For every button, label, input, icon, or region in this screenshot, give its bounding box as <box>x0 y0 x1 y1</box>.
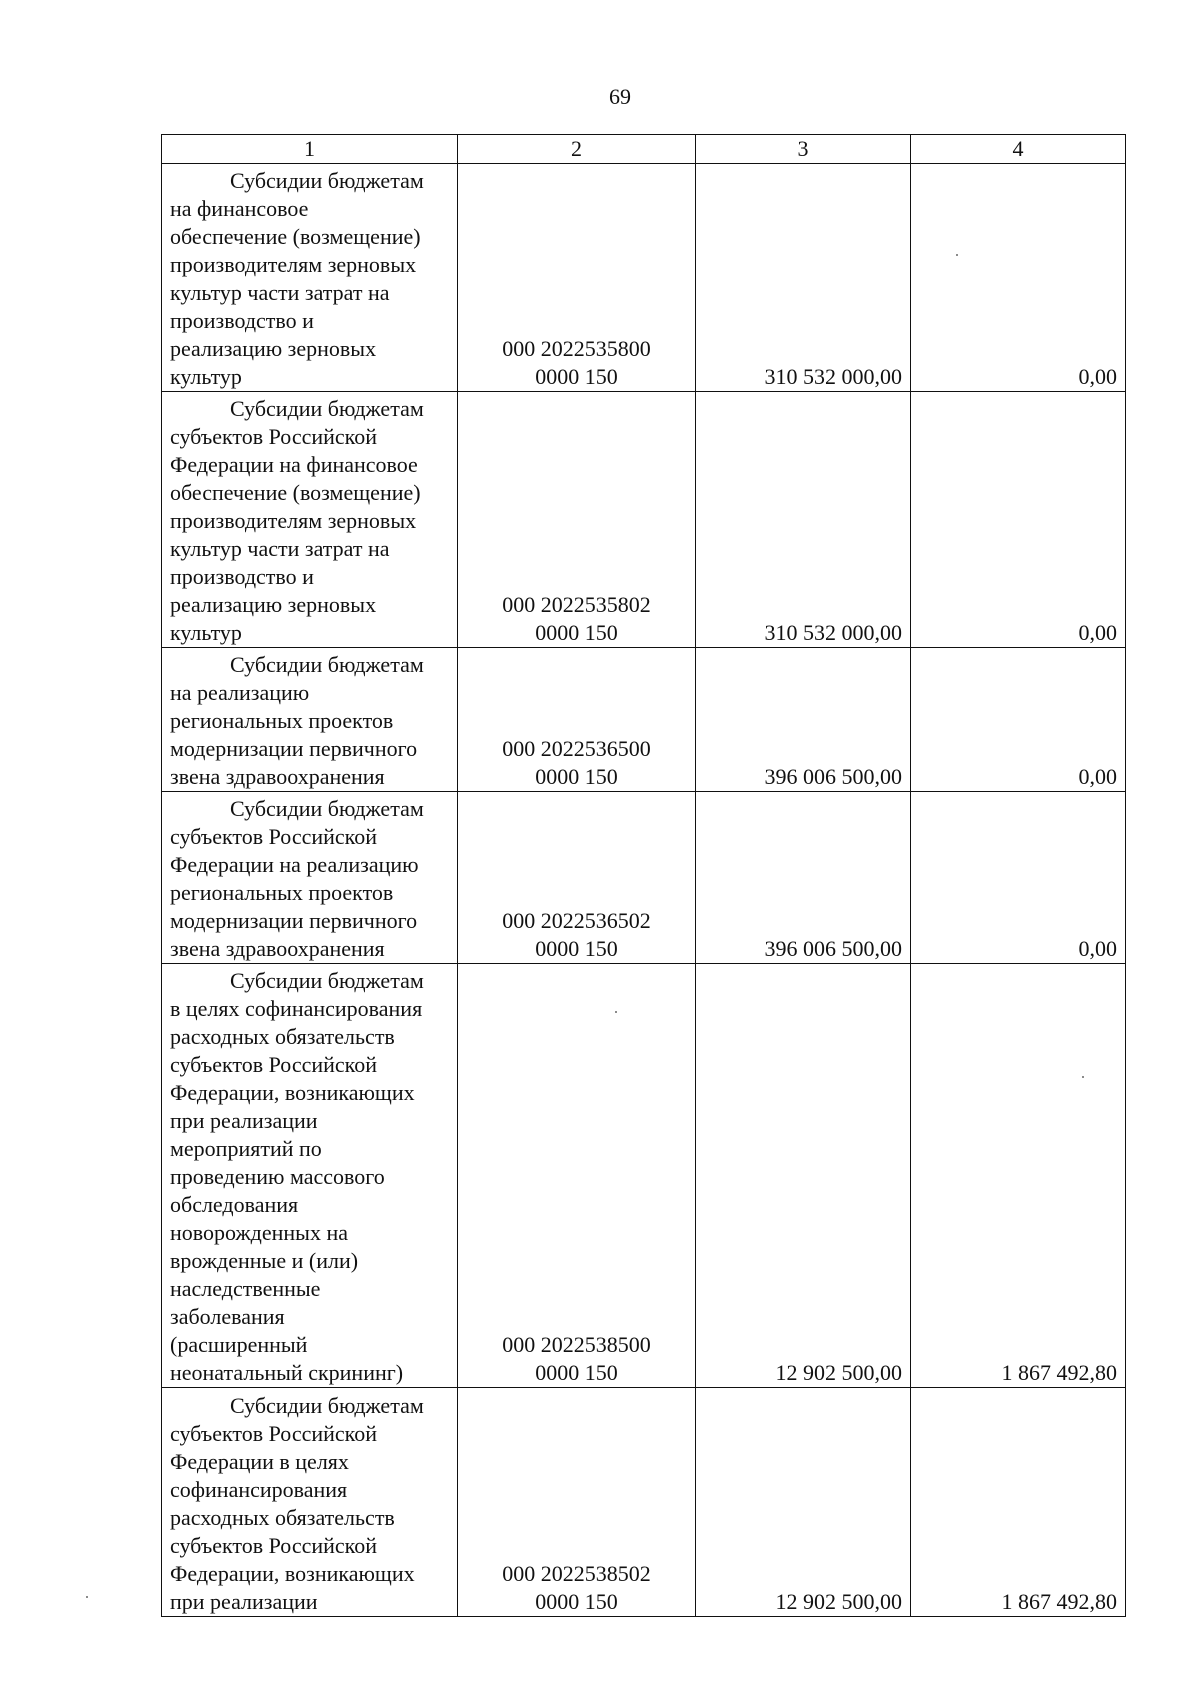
budget-table <box>161 134 1126 1617</box>
row-executed-cell: 0,00 <box>911 792 1126 964</box>
row-code-cell <box>458 792 696 964</box>
table-row <box>162 648 1126 792</box>
table-row <box>162 164 1126 392</box>
row-name-line: культур <box>170 364 242 389</box>
row-name-cell <box>162 392 458 648</box>
row-name-line: новорожденных на <box>170 1220 348 1245</box>
row-name-line: врожденные и (или) <box>170 1248 359 1273</box>
row-name-cell <box>162 964 458 1388</box>
row-code-line: 000 2022538500 <box>502 1332 651 1357</box>
row-name-line: при реализации <box>170 1589 318 1614</box>
row-name-line: расходных обязательств <box>170 1505 395 1530</box>
row-name-line: региональных проектов <box>170 708 394 733</box>
row-executed-cell: 0,00 <box>911 648 1126 792</box>
column-header-1: 1 <box>162 135 458 164</box>
row-name-line: Федерации, возникающих <box>170 1561 415 1586</box>
row-name-line: субъектов Российской <box>170 424 378 449</box>
row-name-line: софинансирования <box>170 1477 348 1502</box>
row-name-line: производство и <box>170 564 314 589</box>
row-name-cell <box>162 792 458 964</box>
table-row <box>162 392 1126 648</box>
row-code-line: 000 2022535802 <box>502 592 651 617</box>
row-name-line: Федерации, возникающих <box>170 1080 415 1105</box>
row-name-line: субъектов Российской <box>170 1421 378 1446</box>
row-code-cell <box>458 1388 696 1617</box>
table-row <box>162 792 1126 964</box>
row-code-line: 000 2022535800 <box>502 336 651 361</box>
row-name-line: обследования <box>170 1192 299 1217</box>
row-name-line: модернизации первичного <box>170 736 418 761</box>
page-number: 69 <box>609 84 631 109</box>
row-name-line: культур части затрат на <box>170 536 390 561</box>
row-name-line: проведению массового <box>170 1164 385 1189</box>
row-name-line: региональных проектов <box>170 880 394 905</box>
row-name-line: субъектов Российской <box>170 1052 378 1077</box>
row-code-line: 000 2022538502 <box>502 1561 651 1586</box>
row-name-line: Федерации на финансовое <box>170 452 418 477</box>
header-row <box>162 135 1126 164</box>
row-code-line: 0000 150 <box>535 620 618 645</box>
row-code-line: 0000 150 <box>535 1360 618 1385</box>
row-name-line: Субсидии бюджетам <box>230 968 424 993</box>
row-name-cell <box>162 1388 458 1617</box>
row-amount-cell: 12 902 500,00 <box>696 964 911 1388</box>
row-name-line: Субсидии бюджетам <box>230 652 424 677</box>
row-name-cell <box>162 648 458 792</box>
row-name-line: субъектов Российской <box>170 824 378 849</box>
row-name-line: расходных обязательств <box>170 1024 395 1049</box>
row-name-line: (расширенный <box>170 1332 308 1357</box>
row-name-line: обеспечение (возмещение) <box>170 224 421 249</box>
row-name-cell <box>162 164 458 392</box>
row-amount-cell: 396 006 500,00 <box>696 792 911 964</box>
row-code-line: 0000 150 <box>535 364 618 389</box>
row-name-line: Субсидии бюджетам <box>230 796 424 821</box>
row-executed-cell: 1 867 492,80 <box>911 1388 1126 1617</box>
row-name-line: звена здравоохранения <box>170 936 385 961</box>
row-name-line: реализацию зерновых <box>170 592 377 617</box>
row-amount-cell: 310 532 000,00 <box>696 164 911 392</box>
row-code-cell <box>458 164 696 392</box>
row-name-line: реализацию зерновых <box>170 336 377 361</box>
row-name-line: на реализацию <box>170 680 310 705</box>
row-name-line: заболевания <box>170 1304 285 1329</box>
row-code-line: 0000 150 <box>535 764 618 789</box>
row-name-line: обеспечение (возмещение) <box>170 480 421 505</box>
row-name-line: Субсидии бюджетам <box>230 1393 424 1418</box>
row-code-line: 000 2022536500 <box>502 736 651 761</box>
row-code-cell <box>458 648 696 792</box>
table-row <box>162 964 1126 1388</box>
row-name-line: производителям зерновых <box>170 252 417 277</box>
row-executed-cell: 0,00 <box>911 164 1126 392</box>
row-name-line: производителям зерновых <box>170 508 417 533</box>
row-name-line: производство и <box>170 308 314 333</box>
column-header-4: 4 <box>911 135 1126 164</box>
row-name-line: Субсидии бюджетам <box>230 168 424 193</box>
row-name-line: наследственные <box>170 1276 321 1301</box>
row-amount-cell: 310 532 000,00 <box>696 392 911 648</box>
row-executed-cell: 1 867 492,80 <box>911 964 1126 1388</box>
row-name-line: при реализации <box>170 1108 318 1133</box>
row-code-cell <box>458 392 696 648</box>
row-name-line: мероприятий по <box>170 1136 322 1161</box>
row-code-line: 0000 150 <box>535 1589 618 1614</box>
row-name-line: в целях софинансирования <box>170 996 423 1021</box>
row-name-line: на финансовое <box>170 196 309 221</box>
row-name-line: культур <box>170 620 242 645</box>
column-header-3: 3 <box>696 135 911 164</box>
row-name-line: Федерации в целях <box>170 1449 349 1474</box>
table-row <box>162 1388 1126 1617</box>
column-header-2: 2 <box>458 135 696 164</box>
row-name-line: субъектов Российской <box>170 1533 378 1558</box>
row-code-cell <box>458 964 696 1388</box>
row-code-line: 000 2022536502 <box>502 908 651 933</box>
row-code-line: 0000 150 <box>535 936 618 961</box>
row-amount-cell: 12 902 500,00 <box>696 1388 911 1617</box>
row-amount-cell: 396 006 500,00 <box>696 648 911 792</box>
row-name-line: звена здравоохранения <box>170 764 385 789</box>
row-name-line: неонатальный скрининг) <box>170 1360 404 1385</box>
row-executed-cell: 0,00 <box>911 392 1126 648</box>
row-name-line: культур части затрат на <box>170 280 390 305</box>
row-name-line: модернизации первичного <box>170 908 418 933</box>
row-name-line: Федерации на реализацию <box>170 852 419 877</box>
table-body <box>162 164 1126 1617</box>
row-name-line: Субсидии бюджетам <box>230 396 424 421</box>
